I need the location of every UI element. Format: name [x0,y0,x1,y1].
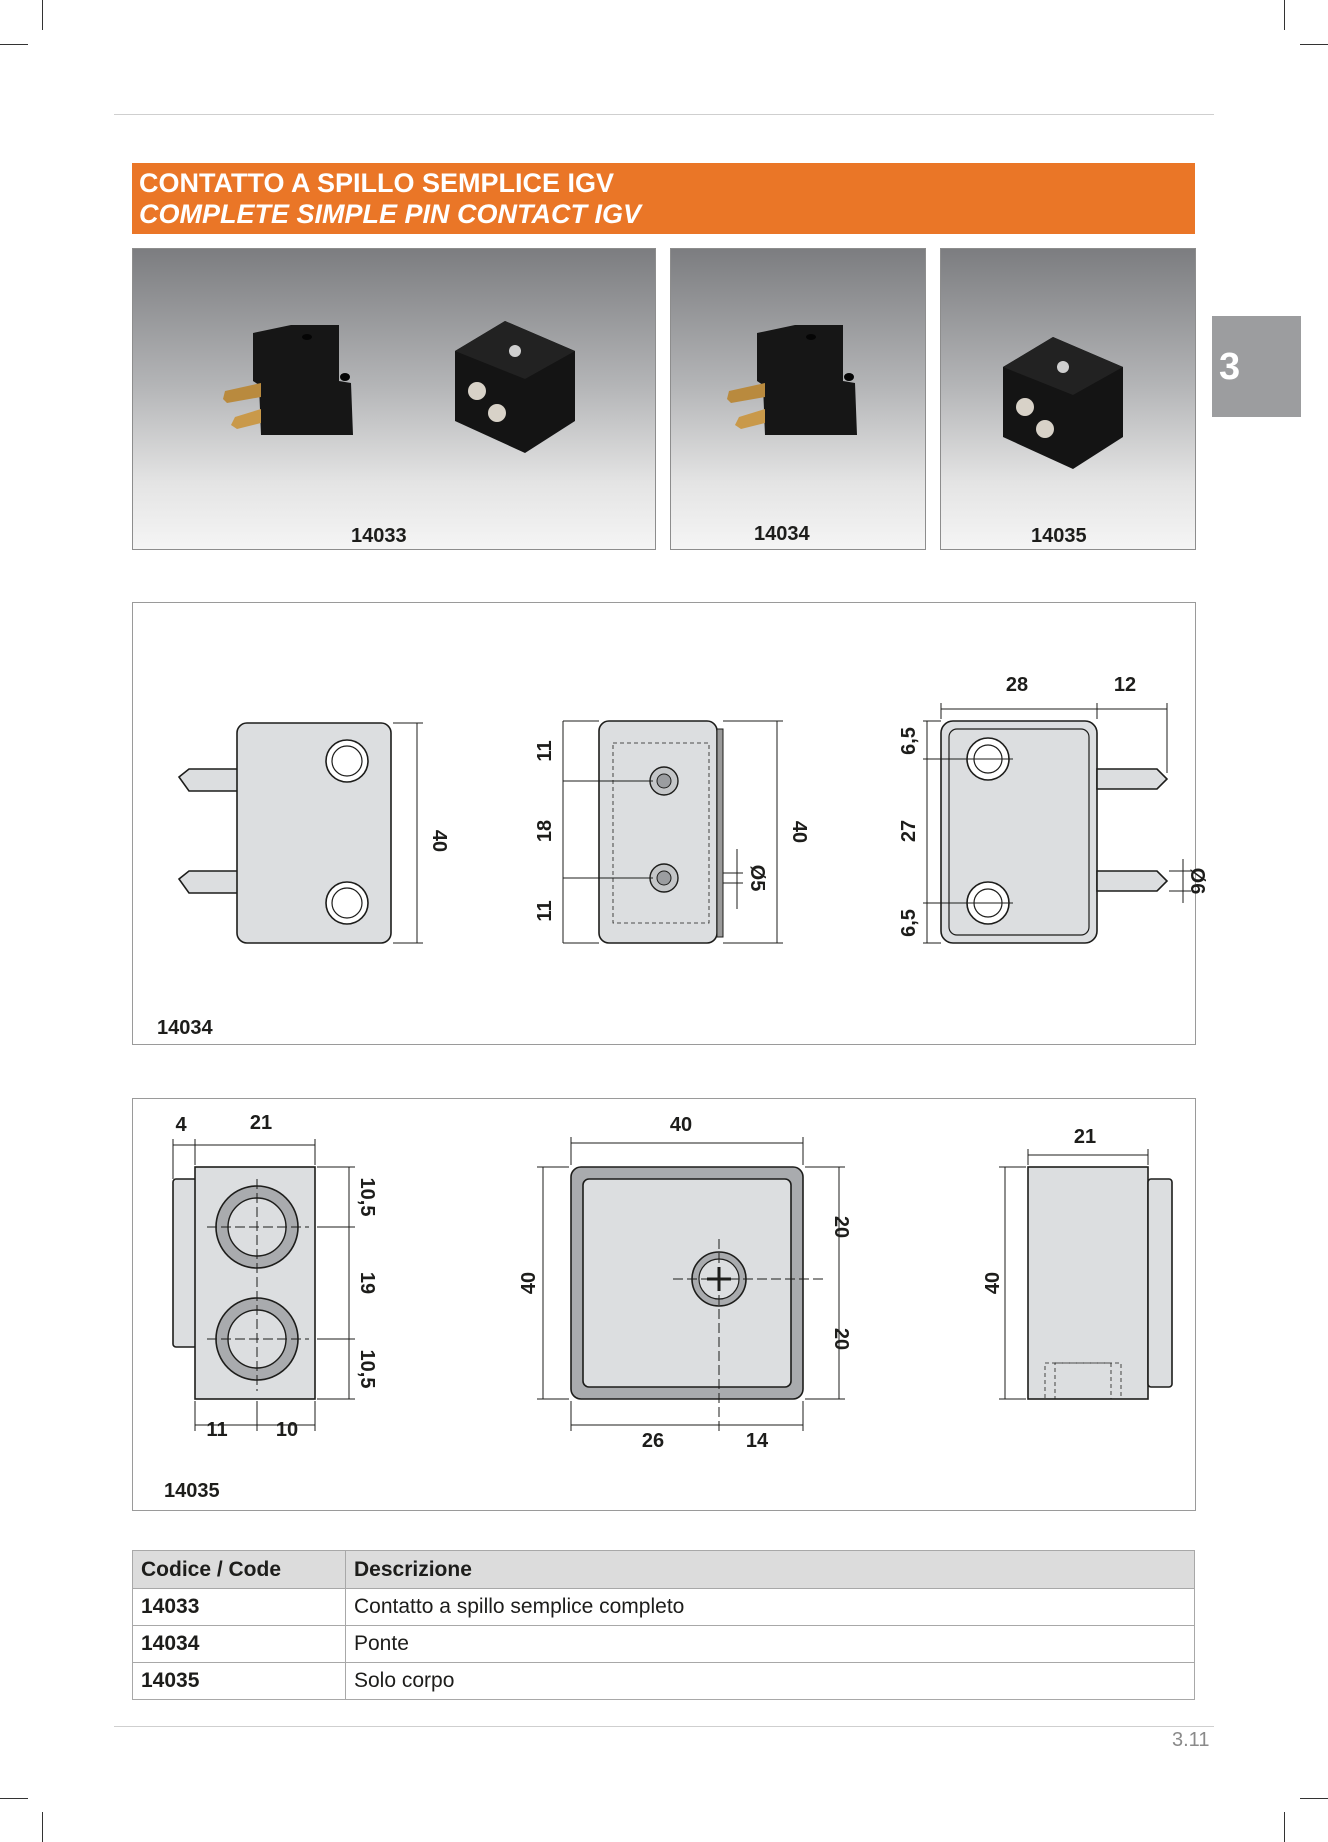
dim-6-5-bottom: 6,5 [898,909,920,937]
table-row [133,1663,1195,1700]
dim-11-bottom: 11 [534,900,556,922]
drawing-code-label: 14034 [157,1017,213,1039]
bottom-rule [114,1726,1214,1727]
page-number: 3.11 [1172,1729,1210,1751]
table-row [133,1589,1195,1626]
table-row [133,1626,1195,1663]
photo-14034 [670,248,926,550]
dim-10-5-bottom: 10,5 [356,1349,378,1389]
crop-mark [1300,44,1328,45]
view-side-body [982,1126,1172,1399]
dim-right-20-top: 20 [830,1215,852,1239]
crop-mark [1284,0,1285,30]
body-piece [455,321,575,453]
dim-bottom-14: 14 [745,1430,769,1452]
crop-mark [42,0,43,30]
dim-bottom-11: 11 [206,1419,228,1441]
row-code: 14035 [133,1663,346,1700]
view-rear-bridge [898,674,1208,943]
dim-width-28: 28 [1005,674,1029,696]
product-photo-image [941,249,1195,509]
bridge-piece [223,325,353,435]
dim-side-40: 40 [982,1271,1004,1295]
dim-height-40: 40 [428,829,450,853]
dim-width-21: 21 [249,1112,273,1134]
view-top-body [518,1114,852,1452]
photo-14033 [132,248,656,550]
chapter-tab: 3 [1212,316,1301,417]
dim-width-12: 12 [1113,674,1137,696]
dim-bottom-10: 10 [275,1419,299,1441]
drawing-code-label: 14035 [164,1480,220,1502]
crop-mark [0,44,28,45]
bridge-piece [727,325,857,435]
title-bar [132,163,1195,234]
dim-27: 27 [898,819,920,843]
dim-6-5-top: 6,5 [898,727,920,755]
dim-right-20-bottom: 20 [830,1327,852,1351]
technical-drawing [133,1099,1195,1510]
dim-left-40: 40 [518,1271,540,1295]
view-side-bridge [534,721,810,943]
dim-10-5-top: 10,5 [356,1177,378,1217]
table-header-row [133,1551,1195,1589]
row-description: Ponte [346,1626,1195,1663]
dim-top-40: 40 [669,1114,693,1136]
crop-mark [0,1798,28,1799]
top-rule [114,114,1214,115]
photo-14035 [940,248,1196,550]
photo-code-label: 14033 [351,525,407,547]
body-piece [1003,337,1123,469]
dim-11-top: 11 [534,740,556,762]
crop-mark [1284,1812,1285,1842]
view-front-body [173,1112,378,1441]
title-italian: CONTATTO A SPILLO SEMPLICE IGV [139,168,615,198]
title-english: COMPLETE SIMPLE PIN CONTACT IGV [139,199,642,229]
dim-pin-diameter: Ø6 [1186,867,1208,895]
dim-side-21: 21 [1073,1126,1097,1148]
row-description: Solo corpo [346,1663,1195,1700]
product-photo-image [133,249,655,509]
dim-19: 19 [356,1271,378,1295]
product-code-table [132,1550,1195,1700]
product-photo-image [671,249,925,509]
crop-mark [1300,1798,1328,1799]
photo-code-label: 14035 [1031,525,1087,547]
dim-mid-40: 40 [788,820,810,844]
drawing-panel-14035 [132,1098,1196,1511]
row-code: 14034 [133,1626,346,1663]
header-code: Codice / Code [133,1551,346,1589]
technical-drawing [133,603,1208,1044]
row-description: Contatto a spillo semplice completo [346,1589,1195,1626]
row-code: 14033 [133,1589,346,1626]
photo-code-label: 14034 [754,523,810,545]
dim-bottom-26: 26 [641,1430,665,1452]
dim-18: 18 [534,819,556,843]
crop-mark [42,1812,43,1842]
dim-width-4: 4 [175,1114,187,1136]
dim-hole-diameter: Ø5 [746,864,768,892]
header-description: Descrizione [346,1551,1195,1589]
drawing-panel-14034 [132,602,1208,1045]
view-front-bridge [179,723,450,943]
